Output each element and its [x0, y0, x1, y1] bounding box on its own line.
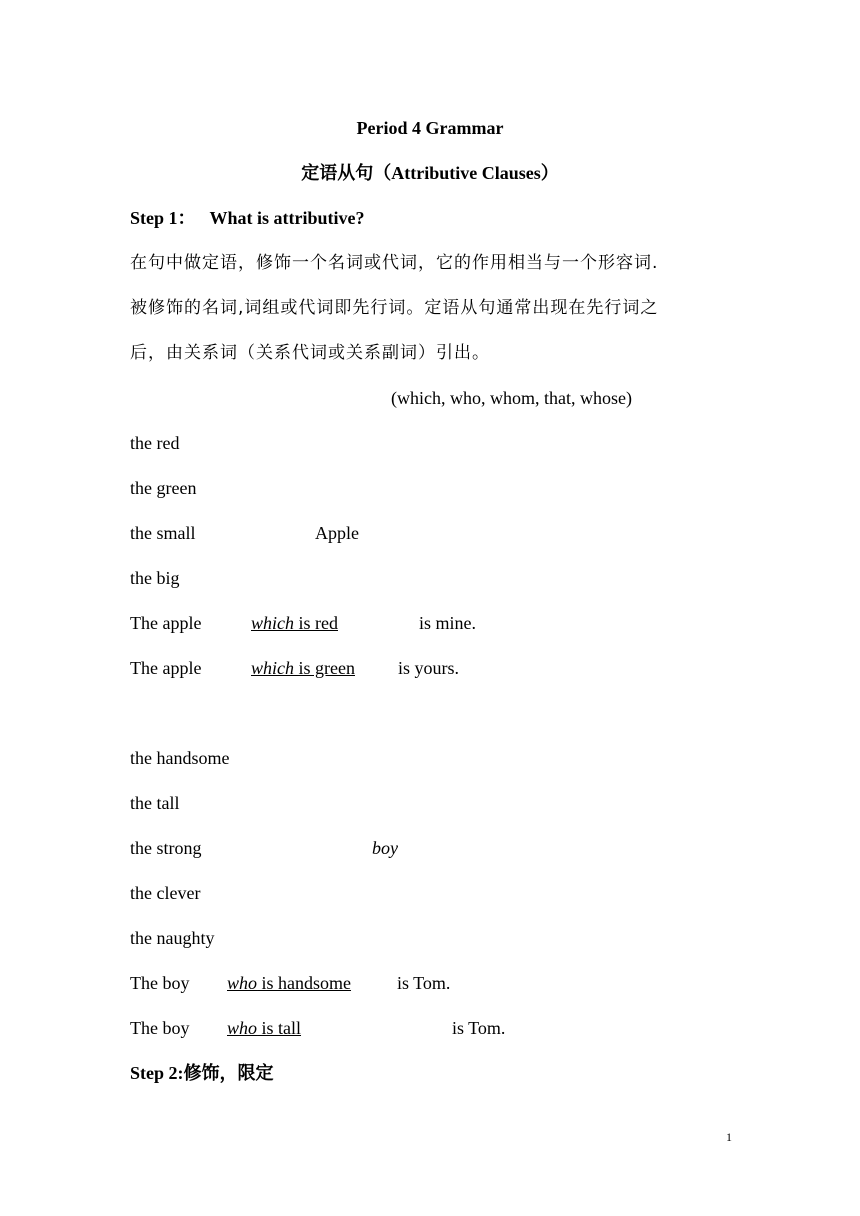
paragraph-line-1: 在句中做定语，修饰一个名词或代词，它的作用相当与一个形容词.: [130, 253, 659, 273]
boy-adj-1: the handsome: [130, 748, 230, 768]
sentence-predicate: is mine.: [419, 613, 476, 633]
paragraph-line-3: 后，由关系词（关系代词或关系副词）引出。: [130, 343, 490, 363]
relative-pronoun: who: [227, 973, 258, 993]
sentence-predicate: is Tom.: [397, 973, 451, 993]
sentence-subject: The apple: [130, 613, 202, 633]
step1-heading: [130, 206, 365, 230]
clause-text: is tall: [257, 1018, 302, 1038]
boy-sentence-1: [130, 971, 451, 995]
relative-clause: [251, 611, 338, 635]
relative-pronoun: which: [251, 658, 294, 678]
apple-sentence-2: [130, 656, 460, 680]
boy-sentence-2: [130, 1016, 506, 1040]
relative-pronoun: which: [251, 613, 294, 633]
boy-adj-4: the clever: [130, 883, 201, 903]
apple-adj-3: the small: [130, 523, 196, 543]
sentence-subject: The apple: [130, 658, 202, 678]
apple-sentence-1: [130, 611, 476, 635]
page-subtitle: 定语从句（Attributive Clauses）: [301, 163, 559, 183]
sentence-subject: The boy: [130, 973, 190, 993]
step1-question: What is attributive?: [209, 208, 365, 228]
clause-text: is handsome: [257, 973, 352, 993]
sentence-subject: The boy: [130, 1018, 190, 1038]
boy-adj-3: the strong: [130, 838, 202, 858]
clause-text: is green: [294, 658, 355, 678]
sentence-predicate: is Tom.: [452, 1018, 506, 1038]
boy-adj-2: the tall: [130, 793, 180, 813]
relative-pronouns: (which, who, whom, that, whose): [391, 388, 632, 408]
relative-clause: [227, 1016, 301, 1040]
page-number: 1: [726, 1130, 732, 1144]
paragraph-line-2: 被修饰的名词,词组或代词即先行词。定语从句通常出现在先行词之: [130, 298, 659, 318]
apple-adj-2: the green: [130, 478, 197, 498]
apple-adj-1: the red: [130, 433, 180, 453]
boy-adj-5: the naughty: [130, 928, 215, 948]
apple-adj-4: the big: [130, 568, 180, 588]
clause-text: is red: [294, 613, 338, 633]
page-title: Period 4 Grammar: [356, 118, 504, 138]
boy-noun: boy: [372, 838, 398, 858]
sentence-predicate: is yours.: [398, 658, 460, 678]
apple-noun: Apple: [315, 523, 359, 543]
step1-label: Step 1：: [130, 208, 196, 228]
step2-heading: Step 2:修饰，限定: [130, 1063, 274, 1083]
relative-pronoun: who: [227, 1018, 258, 1038]
relative-clause: [227, 971, 351, 995]
relative-clause: [251, 656, 355, 680]
